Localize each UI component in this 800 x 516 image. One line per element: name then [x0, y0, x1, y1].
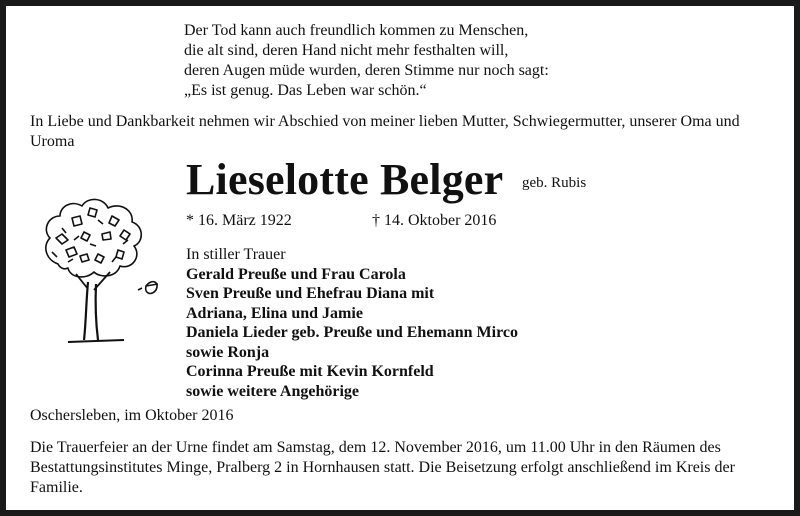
mourners-list [186, 245, 518, 401]
mourner-entry: Sven Preuße und Ehefrau Diana mit [186, 285, 435, 302]
poem-line: deren Augen müde wurden, deren Stimme nur noch sagt: [184, 62, 549, 79]
mourner-entry: Corinna Preuße mit Kevin Kornfeld [186, 363, 434, 380]
deceased-name: Lieselotte Belger [186, 155, 504, 204]
poem-line: „Es ist genug. Das Leben war schön.“ [184, 82, 427, 99]
obituary-notice [6, 6, 794, 510]
place-and-date: Oschersleben, im Oktober 2016 [30, 407, 234, 424]
poem [184, 21, 624, 101]
mourner-entry: Adriana, Elina und Jamie [186, 304, 363, 322]
maiden-name: geb. Rubis [522, 175, 587, 191]
tree-icon [28, 194, 158, 359]
mourner-entry: Daniela Lieder geb. Preuße und Ehemann Mirco [186, 324, 519, 341]
death-date: † 14. Oktober 2016 [372, 212, 497, 229]
funeral-notice: Die Trauerfeier an der Urne findet am Samstag, dem 12. November 2016, um 11.00 Uhr in den Räumen des Bestattungsinstitutes Minge, Pralberg 2 in Hornhausen statt. Die Beisetzung erfolgt anschließend im Kreis der Familie. [30, 439, 735, 496]
farewell-intro: In Liebe und Dankbarkeit nehmen wir Abschied von meiner lieben Mutter, Schwiegermutter, unserer Oma und Uroma [30, 113, 740, 150]
poem-line: die alt sind, deren Hand nicht mehr festhalten will, [184, 42, 509, 59]
poem-line: Der Tod kann auch freundlich kommen zu Menschen, [184, 22, 529, 39]
mourner-entry: sowie weitere Angehörige [186, 382, 359, 400]
mourner-entry: sowie Ronja [186, 343, 270, 361]
mourner-entry: Gerald Preuße und Frau Carola [186, 265, 406, 283]
mourners-heading: In stiller Trauer [186, 246, 286, 263]
birth-date: * 16. März 1922 [186, 212, 292, 229]
